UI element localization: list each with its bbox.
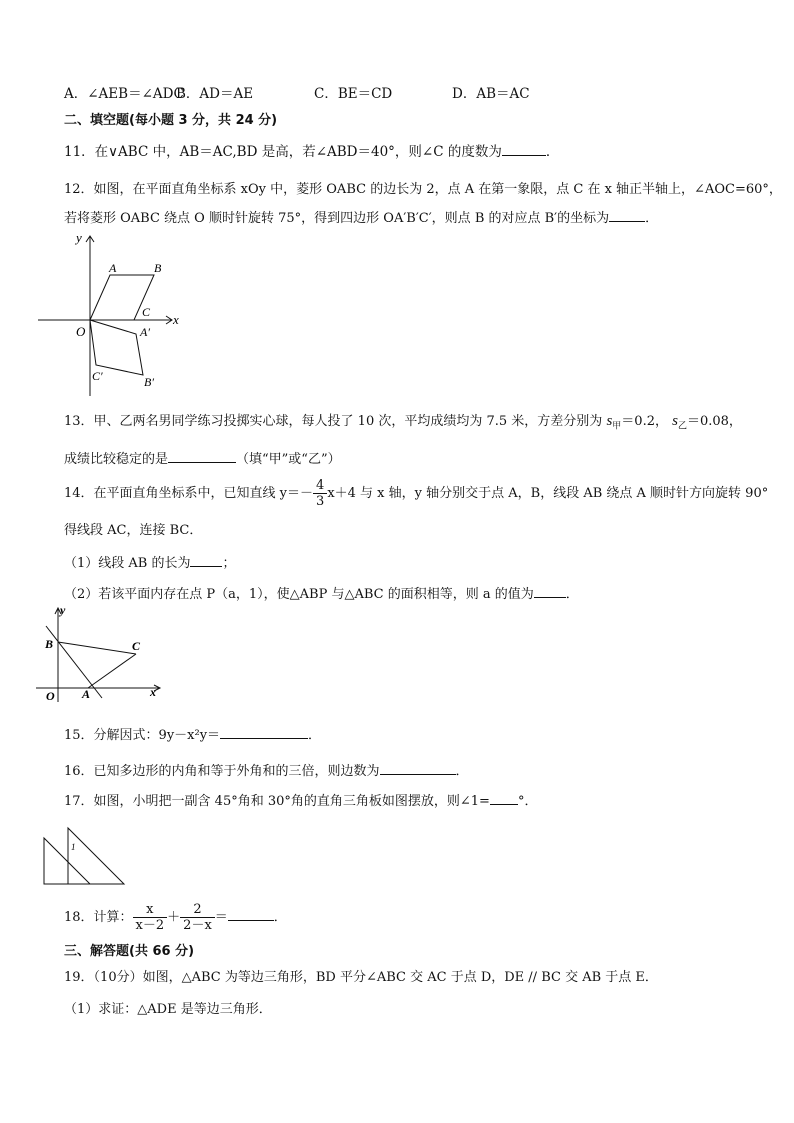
figure-line-rotation [36, 602, 166, 702]
label-a-prime: A′ [140, 325, 150, 339]
fraction-four-thirds: $\frac{4}{3}$ [313, 478, 327, 509]
option-a: A．∠AEB＝∠ADC [64, 86, 184, 102]
label-c-prime: C′ [92, 369, 103, 383]
question-19-sub1: （1）求证：△ADE 是等边三角形． [64, 1002, 272, 1017]
label-o: O [76, 324, 86, 339]
variance-jia-symbol: s [606, 413, 613, 429]
question-17: 17．如图，小明把一副含 45°角和 30°角的直角三角板如图摆放，则∠1= °． [64, 794, 538, 809]
fraction-1: $\frac{x}{x-2}$ [133, 902, 168, 933]
variance-jia-value: ＝0.2， [621, 414, 668, 429]
question-13-ask: 成绩比较稳定的是 [64, 452, 169, 467]
label-y: y [76, 230, 82, 245]
question-16: 16．已知多边形的内角和等于外角和的三倍，则边数为 ． [64, 764, 469, 779]
question-13-text: 13．甲、乙两名男同学练习投掷实心球，每人投了 10 次，平均成绩均为 7.5 米，方差分别为 [64, 414, 603, 429]
question-14-line1 [64, 478, 768, 509]
question-13-line2 [64, 448, 341, 467]
question-12-line2: 若将菱形 OABC 绕点 O 顺时针旋转 75°，得到四边形 OA′B′C′，则点 B 的对应点 B′的坐标为 ． [64, 211, 659, 226]
option-d: D．AB＝AC [452, 86, 530, 102]
label-o: O [46, 689, 55, 702]
label-c: C [142, 305, 151, 319]
question-14-sub1: （1）线段 AB 的长为 ； [64, 556, 236, 571]
label-x: x [173, 312, 179, 327]
question-15: 15．分解因式：9y－x²y＝ ． [64, 728, 322, 743]
variance-yi-sub: 乙 [677, 421, 687, 432]
question-12-line2-text: 若将菱形 OABC 绕点 O 顺时针旋转 75°，得到四边形 OA′B′C′，则点 B 的对应点 B′的坐标为 [64, 211, 610, 226]
label-b: B [45, 637, 54, 651]
question-14-text-b: x＋4 与 x 轴，y 轴分别交于点 A，B，线段 AB 绕点 A 顺时针方向旋转 90° [327, 486, 769, 501]
question-18: 18．计算： $\frac{x}{x-2}$ ＋ $\frac{2}{2-x}$ ＝ ． [64, 902, 287, 933]
fraction-2: $\frac{2}{2-x}$ [180, 902, 215, 933]
section-title-fill-in: 二、填空题(每小题 3 分，共 24 分) [64, 113, 278, 128]
variance-jia-sub: 甲 [612, 421, 622, 432]
question-14-text-a: 14．在平面直角坐标系中，已知直线 y＝－ [64, 486, 314, 501]
label-x: x [150, 685, 156, 699]
label-c: C [132, 639, 141, 653]
option-b: B．AD＝AE [176, 86, 254, 102]
label-a: A [82, 687, 91, 701]
question-11-text: 11．在∨ABC 中，AB＝AC,BD 是高，若∠ABD＝40°，则∠C 的度数为 [64, 144, 502, 160]
question-19: 19．（10分）如图，△ABC 为等边三角形，BD 平分∠ABC 交 AC 于点 D，DE // BC 交 AB 于点 E． [64, 970, 658, 985]
label-b: B [154, 261, 162, 275]
variance-yi-value: ＝0.08， [686, 414, 742, 429]
question-14-sub2: （2）若该平面内存在点 P（a，1），使△ABP 与△ABC 的面积相等，则 a 的值为 ． [64, 587, 579, 602]
question-13-hint: （填“甲”或“乙”） [236, 452, 341, 467]
variance-yi-symbol: s [672, 413, 678, 429]
angle-1-label: 1 [71, 842, 76, 852]
question-11: 11．在∨ABC 中，AB＝AC,BD 是高，若∠ABD＝40°，则∠C 的度数为 ． [64, 144, 560, 160]
label-b-prime: B′ [144, 375, 154, 389]
question-14-line2: 得线段 AC，连接 BC． [64, 523, 203, 538]
figure-rhombus-rotation [36, 228, 186, 398]
label-a: A [109, 261, 117, 275]
option-c: C．BE＝CD [314, 86, 393, 102]
label-y: y [60, 603, 66, 617]
question-12-line1: 12．如图，在平面直角坐标系 xOy 中，菱形 OABC 的边长为 2，点 A 在第一象限，点 C 在 x 轴正半轴上，∠AOC=60°， [64, 182, 782, 197]
figure-set-squares [40, 826, 130, 888]
question-13-line1 [64, 410, 742, 432]
section-title-problems: 三、解答题(共 66 分) [64, 944, 195, 959]
